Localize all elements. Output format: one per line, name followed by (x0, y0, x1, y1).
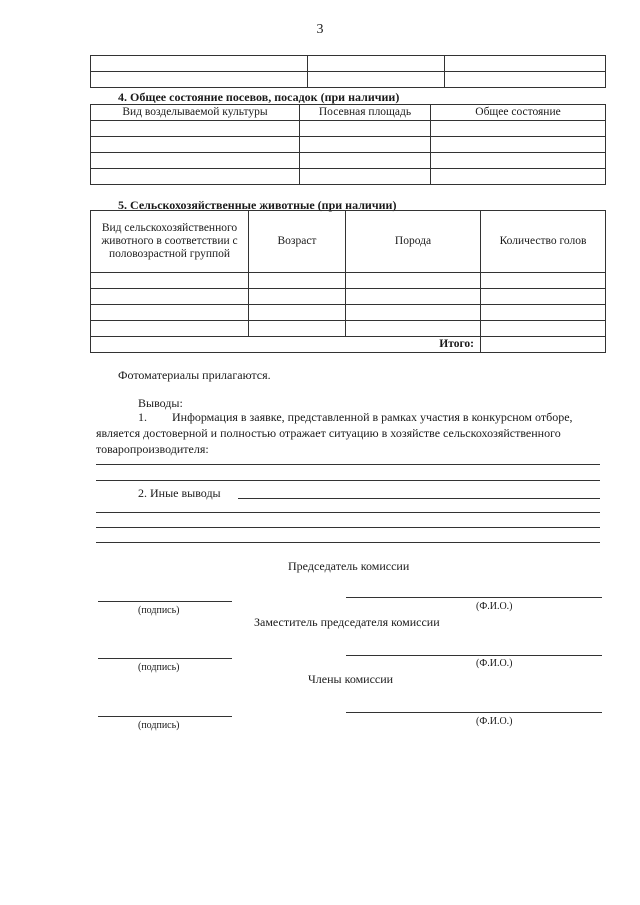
members-name-label: (Ф.И.О.) (476, 716, 513, 727)
animals-table (90, 210, 606, 353)
crops-header-culture: Вид возделываемой культуры (91, 105, 300, 121)
conclusion-1-blank-line[interactable] (96, 464, 600, 465)
photo-note: Фотоматериалы прилагаются. (118, 368, 271, 382)
chairman-name-label: (Ф.И.О.) (476, 601, 513, 612)
chairman-title: Председатель комиссии (288, 559, 410, 573)
deputy-name-label: (Ф.И.О.) (476, 658, 513, 669)
continued-table (90, 55, 606, 88)
animals-header-type: Вид сельскохозяйственного животного в соответствии с половозрастной группой (91, 211, 249, 273)
section4-heading: 4. Общее состояние посевов, посадок (при наличии) (118, 90, 400, 104)
deputy-signature-label: (подпись) (138, 662, 180, 673)
deputy-title: Заместитель председателя комиссии (254, 615, 440, 629)
conclusion-2-blank-line[interactable] (96, 527, 600, 528)
conclusion-1-number: 1. (138, 410, 147, 424)
members-signature-label: (подпись) (138, 720, 180, 731)
conclusion-1-line-1: Информация в заявке, представленной в рамках участия в конкурсном отборе, (172, 410, 573, 424)
conclusion-2-blank-line[interactable] (96, 512, 600, 513)
section5-heading: 5. Сельскохозяйственные животные (при наличии) (118, 198, 397, 212)
conclusion-1-line-3: товаропроизводителя: (96, 442, 209, 456)
total-label: Итого: (91, 337, 481, 353)
animals-header-breed: Порода (346, 211, 481, 273)
crops-header-area: Посевная площадь (300, 105, 431, 121)
animals-header-count: Количество голов (481, 211, 606, 273)
crops-table (90, 104, 606, 185)
chairman-name-line[interactable] (346, 597, 602, 598)
animals-header-age: Возраст (249, 211, 346, 273)
members-title: Члены комиссии (308, 672, 394, 686)
members-name-line[interactable] (346, 712, 602, 713)
members-signature-line[interactable] (98, 716, 232, 717)
chairman-signature-line[interactable] (98, 601, 232, 602)
deputy-signature-line[interactable] (98, 658, 232, 659)
deputy-name-line[interactable] (346, 655, 602, 656)
conclusion-1-line-2: является достоверной и полностью отражает ситуацию в хозяйстве сельскохозяйственного (96, 426, 561, 440)
conclusion-2-blank-line[interactable] (238, 498, 600, 499)
conclusion-2-label: 2. Иные выводы (138, 486, 221, 500)
conclusion-1-blank-line[interactable] (96, 480, 600, 481)
crops-header-state: Общее состояние (431, 105, 606, 121)
conclusion-2-blank-line[interactable] (96, 542, 600, 543)
chairman-signature-label: (подпись) (138, 605, 180, 616)
page-number: 3 (316, 22, 324, 37)
conclusions-title: Выводы: (138, 396, 183, 410)
